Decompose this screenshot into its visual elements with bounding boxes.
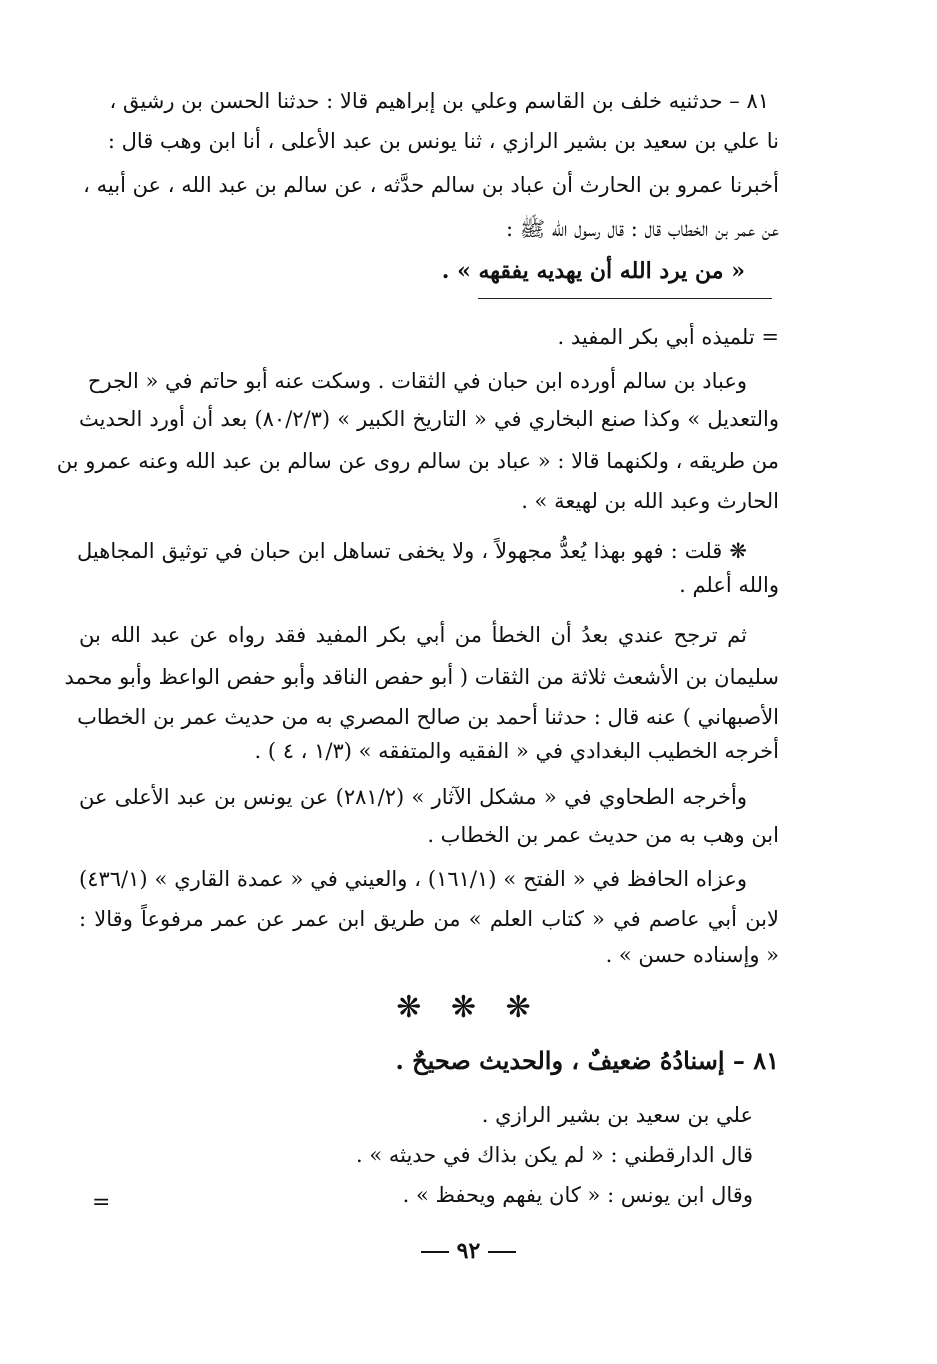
page-number-value: ٩٢	[456, 1238, 481, 1264]
footnote-p5-line-3: « وإسناده حسن » .	[605, 943, 779, 967]
section-separator-stars: ❋ ❋ ❋	[396, 990, 541, 1025]
footnote-p5-line-2: لابن أبي عاصم في « كتاب العلم » من طريق ابن عمر عن عمر مرفوعاً وقالا :	[79, 907, 779, 931]
ruling-line-2: قال الدارقطني : « لم يكن بذاك في حديثه » .	[355, 1143, 753, 1167]
footnote-p1-line-3: من طريقه ، ولكنهما قالا : « عباد بن سالم روى عن سالم بن عبد الله وعنه عمرو بن	[56, 449, 779, 473]
footnote-p3-line-4: أخرجه الخطيب البغدادي في « الفقيه والمتفقه » (١/٣ ، ٤ ) .	[254, 739, 779, 763]
footnote-continuation: = تلميذه أبي بكر المفيد .	[557, 325, 779, 349]
folio-dash-right	[488, 1251, 516, 1253]
ruling-line-1: علي بن سعيد بن بشير الرازي .	[481, 1103, 753, 1127]
footnote-p3-line-2: سليمان بن الأشعث ثلاثة من الثقات ( أبو حفص الناقد وأبو حفص الواعظ وأبو محمد	[64, 665, 779, 689]
footnote-p3-line-3: الأصبهاني ) عنه قال : حدثنا أحمد بن صالح المصري به من حديث عمر بن الخطاب	[77, 705, 779, 729]
continuation-mark: =	[92, 1190, 111, 1215]
hadith-line-2: نا علي بن سعيد بن بشير الرازي ، ثنا يونس بن عبد الأعلى ، أنا ابن وهب قال :	[107, 129, 779, 153]
footnote-p1-line-1: وعباد بن سالم أورده ابن حبان في الثقات . وسكت عنه أبو حاتم في « الجرح	[87, 369, 747, 393]
footnote-p4-line-2: ابن وهب به من حديث عمر بن الخطاب .	[427, 823, 779, 847]
hadith-line-1: ٨١ – حدثنيه خلف بن القاسم وعلي بن إبراهيم قالا : حدثنا الحسن بن رشيق ،	[109, 89, 769, 113]
page-number	[0, 1238, 937, 1264]
folio-dash-left	[421, 1251, 449, 1253]
footnote-p5-line-1: وعزاه الحافظ في « الفتح » (١٦١/١) ، والعيني في « عمدة القاري » (٤٣٦/١)	[79, 867, 747, 891]
footnote-separator-rule	[478, 298, 772, 299]
hadith-line-4: عن عمر بن الخطاب قال : قال رسول الله ﷺ :	[505, 217, 779, 241]
hadith-matn: « من يرد الله أن يهديه يفقهه » .	[441, 258, 745, 284]
footnote-p2-line-1: ❋ قلت : فهو بهذا يُعدُّ مجهولاً ، ولا يخفى تساهل ابن حبان في توثيق المجاهيل	[77, 539, 747, 563]
ruling-line-3: وقال ابن يونس : « كان يفهم ويحفظ » .	[402, 1183, 753, 1207]
footnote-p4-line-1: وأخرجه الطحاوي في « مشكل الآثار » (٢٨١/٢) عن يونس بن عبد الأعلى عن	[79, 785, 747, 809]
footnote-p3-line-1: ثم ترجح عندي بعدُ أن الخطأ من أبي بكر المفيد فقد رواه عن عبد الله بن	[79, 623, 747, 647]
ruling-heading: ٨١ – إسنادُهُ ضعيفٌ ، والحديث صحيحٌ .	[395, 1046, 779, 1075]
footnote-p2-line-2: والله أعلم .	[679, 573, 779, 597]
footnote-p1-line-2: والتعديل » وكذا صنع البخاري في « التاريخ الكبير » (٨٠/٢/٣) بعد أن أورد الحديث	[79, 407, 779, 431]
footnote-p1-line-4: الحارث وعبد الله بن لهيعة » .	[521, 489, 779, 513]
hadith-line-3: أخبرنا عمرو بن الحارث أن عباد بن سالم حدَّثه ، عن سالم بن عبد الله ، عن أبيه ،	[83, 173, 779, 197]
